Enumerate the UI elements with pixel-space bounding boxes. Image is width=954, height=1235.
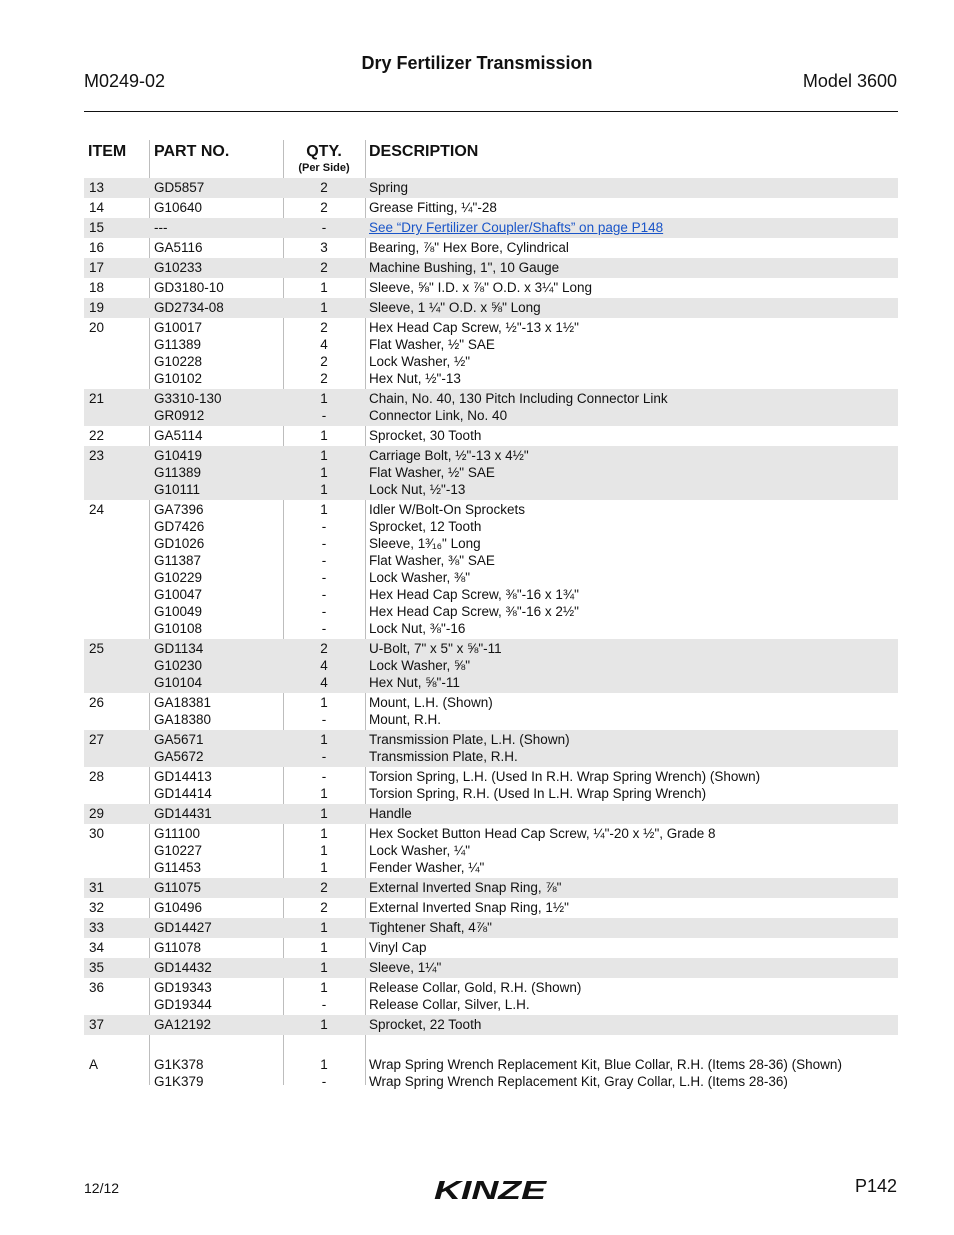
part-number: G10111 [154, 482, 201, 497]
column-header-description: DESCRIPTION [369, 143, 479, 160]
quantity: 3 [320, 240, 328, 255]
cross-reference-link[interactable]: See “Dry Fertilizer Coupler/Shafts” on page P148 [369, 220, 664, 235]
part-number: G11389 [154, 337, 202, 352]
description: Wrap Spring Wrench Replacement Kit, Gray Collar, L.H. (Items 28-36) [369, 1074, 788, 1089]
part-number: G3310-130 [154, 391, 222, 406]
part-number: G11453 [154, 860, 202, 875]
table-row [84, 178, 898, 198]
description-cell [369, 319, 579, 387]
column-header-item: ITEM [88, 143, 127, 160]
description-cell [369, 390, 668, 424]
part-number: G1K379 [154, 1074, 204, 1089]
description: Handle [369, 806, 412, 821]
table-row [84, 767, 898, 804]
description: U-Bolt, 7" x 5" x ⅝"-11 [369, 641, 502, 656]
part-number: GA12192 [154, 1017, 212, 1032]
item-number: 21 [89, 391, 105, 406]
quantity-cell [283, 731, 365, 765]
part-number: G10102 [154, 371, 203, 386]
quantity: 2 [320, 320, 328, 335]
item-number: 14 [89, 200, 105, 215]
item-number: 17 [89, 260, 105, 275]
quantity: 1 [320, 280, 328, 295]
item-number: 16 [89, 240, 105, 255]
item-number: 36 [89, 980, 105, 995]
description: Sprocket, 12 Tooth [369, 519, 482, 534]
part-number: GD14431 [154, 806, 212, 821]
part-number: G11389 [154, 465, 202, 480]
quantity-cell [283, 1056, 365, 1090]
description-cell [369, 879, 561, 896]
description: Fender Washer, ¼" [369, 860, 485, 875]
description-cell [369, 219, 663, 236]
item-number: 34 [89, 940, 105, 955]
quantity: 1 [320, 482, 328, 497]
quantity: - [321, 621, 327, 636]
quantity-cell [283, 939, 365, 956]
part-number-cell [154, 825, 202, 876]
description: Transmission Plate, R.H. [369, 749, 518, 764]
description: Hex Head Cap Screw, ⅜"-16 x 2½" [369, 604, 579, 619]
description-cell [369, 447, 529, 498]
part-number: G10108 [154, 621, 203, 636]
quantity-cell [283, 427, 365, 444]
quantity-cell [283, 179, 365, 196]
quantity: 1 [320, 806, 328, 821]
table-row [84, 426, 898, 446]
quantity: - [321, 220, 327, 235]
description: Hex Nut, ⅝"-11 [369, 675, 460, 690]
table-row [84, 918, 898, 938]
item-number: 24 [89, 502, 105, 517]
description-cell [369, 239, 569, 256]
table-row [84, 446, 898, 500]
quantity-cell [283, 239, 365, 256]
description: Machine Bushing, 1", 10 Gauge [369, 260, 560, 275]
footer-date: 12/12 [84, 1180, 120, 1196]
part-number: GD14414 [154, 786, 212, 801]
description-cell [369, 694, 493, 728]
description: Lock Nut, ⅜"-16 [369, 621, 466, 636]
part-number: G10047 [154, 587, 203, 602]
quantity: 1 [320, 732, 328, 747]
description: Spring [369, 180, 409, 195]
part-number-cell [154, 879, 201, 896]
table-row [84, 878, 898, 898]
quantity: 1 [320, 960, 328, 975]
quantity-cell [283, 805, 365, 822]
description: Sprocket, 22 Tooth [369, 1017, 482, 1032]
description-cell [369, 768, 760, 802]
part-number: GD3180-10 [154, 280, 224, 295]
description: Connector Link, No. 40 [369, 408, 508, 423]
table-row [84, 824, 898, 878]
table-row [84, 318, 898, 389]
part-number: G10017 [154, 320, 203, 335]
quantity: 2 [320, 354, 328, 369]
quantity-cell [283, 694, 365, 728]
quantity-cell [283, 1016, 365, 1033]
quantity: 1 [320, 391, 328, 406]
part-number: G10419 [154, 448, 203, 463]
description: Lock Washer, ¼" [369, 843, 471, 858]
description: Lock Washer, ⅜" [369, 570, 471, 585]
description: Lock Washer, ⅝" [369, 658, 471, 673]
part-number: GD14427 [154, 920, 212, 935]
quantity: 1 [320, 786, 328, 801]
item-number: 37 [89, 1017, 105, 1032]
item-number: 32 [89, 900, 105, 915]
description: Sleeve, ⅝" I.D. x ⅞" O.D. x 3¼" Long [369, 280, 592, 295]
quantity-cell [283, 219, 365, 236]
quantity: 1 [320, 860, 328, 875]
quantity: 2 [320, 880, 328, 895]
description: Flat Washer, ⅜" SAE [369, 553, 495, 568]
quantity: 1 [320, 940, 328, 955]
quantity: 2 [320, 180, 328, 195]
description: Flat Washer, ½" SAE [369, 465, 495, 480]
part-number-cell [154, 299, 224, 316]
item-number: A [89, 1057, 99, 1072]
item-number: 33 [89, 920, 105, 935]
quantity-cell [283, 825, 365, 876]
table-row [84, 238, 898, 258]
table-row [84, 898, 898, 918]
quantity: - [321, 749, 327, 764]
table-row [84, 278, 898, 298]
description: Chain, No. 40, 130 Pitch Including Connector Link [369, 391, 668, 406]
quantity: 1 [320, 695, 328, 710]
quantity: 1 [320, 448, 328, 463]
part-number-cell [154, 731, 204, 765]
table-row [84, 639, 898, 693]
part-number: G11078 [154, 940, 202, 955]
description: Hex Socket Button Head Cap Screw, ¼"-20 x ½", Grade 8 [369, 826, 716, 841]
description: Transmission Plate, L.H. (Shown) [369, 732, 570, 747]
quantity: - [321, 570, 327, 585]
item-number: 22 [89, 428, 105, 443]
part-number-cell [154, 447, 202, 498]
part-number: GA5116 [154, 240, 203, 255]
description: Mount, L.H. (Shown) [369, 695, 493, 710]
description: Sleeve, 1 ¼" O.D. x ⅝" Long [369, 300, 541, 315]
item-number: 35 [89, 960, 105, 975]
part-number: G10229 [154, 570, 203, 585]
part-number: GD19344 [154, 997, 212, 1012]
part-number: GA5672 [154, 749, 204, 764]
quantity-cell [283, 199, 365, 216]
part-number: G10496 [154, 900, 203, 915]
quantity: 1 [320, 502, 328, 517]
quantity-cell [283, 299, 365, 316]
part-number: G10049 [154, 604, 203, 619]
quantity: - [321, 712, 327, 727]
quantity: 1 [320, 300, 328, 315]
description: Sleeve, 1³⁄₁₆" Long [369, 536, 481, 551]
quantity: 2 [320, 260, 328, 275]
item-number: 29 [89, 806, 105, 821]
part-number: G10227 [154, 843, 203, 858]
description: Torsion Spring, R.H. (Used In L.H. Wrap Spring Wrench) [369, 786, 707, 801]
part-number: G10104 [154, 675, 203, 690]
quantity-cell [283, 879, 365, 896]
quantity-cell [283, 899, 365, 916]
item-number: 15 [89, 220, 105, 235]
table-row [84, 693, 898, 730]
part-number-cell [154, 501, 204, 637]
part-number-cell [154, 279, 224, 296]
part-number: GD14432 [154, 960, 212, 975]
quantity-cell [283, 390, 365, 424]
description: Bearing, ⅞" Hex Bore, Cylindrical [369, 240, 569, 255]
quantity-cell [283, 319, 365, 387]
description: Vinyl Cap [369, 940, 427, 955]
part-number-cell [154, 427, 203, 444]
quantity: - [321, 519, 327, 534]
description: Wrap Spring Wrench Replacement Kit, Blue Collar, R.H. (Items 28-36) (Shown) [369, 1057, 842, 1072]
description: Hex Head Cap Screw, ½"-13 x 1½" [369, 320, 579, 335]
description-cell [369, 299, 541, 316]
part-number-cell [154, 199, 202, 216]
table-row [84, 389, 898, 426]
quantity: - [321, 604, 327, 619]
part-number: G11075 [154, 880, 202, 895]
description-cell [369, 501, 579, 637]
description: Idler W/Bolt-On Sprockets [369, 502, 526, 517]
description-cell [369, 919, 492, 936]
description: Flat Washer, ½" SAE [369, 337, 495, 352]
quantity-cell [283, 447, 365, 498]
quantity: - [321, 997, 327, 1012]
table-row [84, 298, 898, 318]
quantity: 4 [320, 337, 328, 352]
quantity-cell [283, 640, 365, 691]
quantity-cell [283, 279, 365, 296]
quantity: 2 [320, 641, 328, 656]
part-number-cell [154, 939, 201, 956]
part-number-cell [154, 640, 203, 691]
quantity: 1 [320, 428, 328, 443]
part-number-cell [154, 1056, 204, 1090]
description: Tightener Shaft, 4⅞" [369, 920, 492, 935]
quantity: 2 [320, 900, 328, 915]
part-number-cell [154, 219, 168, 236]
part-number: GA18380 [154, 712, 212, 727]
description-cell [369, 640, 502, 691]
item-number: 31 [89, 880, 105, 895]
table-spacer [84, 1035, 898, 1055]
item-number: 28 [89, 769, 105, 784]
table-row [84, 938, 898, 958]
document-number: M0249-02 [84, 71, 166, 91]
part-number: G10640 [154, 200, 203, 215]
description-cell [369, 825, 716, 876]
table-row [84, 978, 898, 1015]
part-number: GA18381 [154, 695, 212, 710]
description-cell [369, 939, 427, 956]
part-number-cell [154, 805, 212, 822]
table-row [84, 1015, 898, 1035]
description-cell [369, 979, 581, 1013]
part-number: GA7396 [154, 502, 204, 517]
quantity: 2 [320, 200, 328, 215]
part-number: G11387 [154, 553, 202, 568]
header-rule [84, 111, 898, 112]
quantity: 1 [320, 1017, 328, 1032]
part-number-cell [154, 919, 212, 936]
table-row [84, 804, 898, 824]
parts-table [84, 178, 898, 1092]
description-cell [369, 731, 570, 765]
part-number: GD14413 [154, 769, 212, 784]
part-number-cell [154, 768, 212, 802]
quantity: - [321, 587, 327, 602]
part-number-cell [154, 319, 202, 387]
page-number: P142 [854, 1176, 897, 1196]
part-number-cell [154, 959, 212, 976]
quantity: - [321, 408, 327, 423]
quantity: 1 [320, 920, 328, 935]
quantity-cell [283, 919, 365, 936]
column-header-qty: QTY. [306, 143, 342, 160]
quantity: - [321, 769, 327, 784]
part-number-cell [154, 259, 202, 276]
description-cell [369, 179, 408, 196]
part-number: GA5114 [154, 428, 203, 443]
item-number: 23 [89, 448, 105, 463]
item-number: 26 [89, 695, 105, 710]
quantity: 1 [320, 1057, 328, 1072]
part-number-cell [154, 1016, 211, 1033]
item-number: 18 [89, 280, 105, 295]
quantity-cell [283, 501, 365, 637]
description: Release Collar, Silver, L.H. [369, 997, 530, 1012]
part-number: G10228 [154, 354, 203, 369]
description: Release Collar, Gold, R.H. (Shown) [369, 980, 582, 995]
quantity-cell [283, 959, 365, 976]
quantity: 4 [320, 675, 328, 690]
description: Hex Nut, ½"-13 [369, 371, 461, 386]
quantity: 1 [320, 980, 328, 995]
description: Torsion Spring, L.H. (Used In R.H. Wrap Spring Wrench) (Shown) [369, 769, 761, 784]
part-number: G10230 [154, 658, 203, 673]
description-cell [369, 259, 559, 276]
quantity-cell [283, 259, 365, 276]
part-number: GD19343 [154, 980, 212, 995]
part-number-cell [154, 179, 204, 196]
description-cell [369, 899, 569, 916]
part-number: G11100 [154, 826, 201, 841]
quantity-cell [283, 979, 365, 1013]
description-cell [369, 959, 441, 976]
quantity-cell [283, 768, 365, 802]
description: Grease Fitting, ¼"-28 [369, 200, 497, 215]
kinze-logo [432, 1176, 550, 1204]
part-number-cell [154, 899, 202, 916]
part-number: GD1134 [154, 641, 204, 656]
description: Sprocket, 30 Tooth [369, 428, 482, 443]
item-number: 30 [89, 826, 105, 841]
quantity: - [321, 536, 327, 551]
table-row [84, 1055, 898, 1092]
description: External Inverted Snap Ring, ⅞" [369, 880, 562, 895]
quantity: 1 [320, 465, 328, 480]
description: External Inverted Snap Ring, 1½" [369, 900, 569, 915]
part-number: G10233 [154, 260, 203, 275]
column-header-qty-sub: (Per Side) [298, 162, 350, 174]
part-number: GD5857 [154, 180, 205, 195]
logo-text: KINZE [434, 1176, 547, 1204]
table-row [84, 500, 898, 639]
description-cell [369, 279, 592, 296]
part-number-cell [154, 979, 212, 1013]
description-cell [369, 1016, 481, 1033]
table-row [84, 730, 898, 767]
part-number: G1K378 [154, 1057, 204, 1072]
part-number: GD7426 [154, 519, 205, 534]
item-number: 19 [89, 300, 105, 315]
table-row [84, 258, 898, 278]
description: Lock Washer, ½" [369, 354, 471, 369]
quantity: - [321, 1074, 327, 1089]
part-number-cell [154, 694, 211, 728]
item-number: 13 [89, 180, 105, 195]
description-cell [369, 199, 497, 216]
table-row [84, 958, 898, 978]
part-number: --- [154, 220, 168, 235]
part-number: GR0912 [154, 408, 205, 423]
item-number: 25 [89, 641, 105, 656]
quantity: 1 [320, 826, 328, 841]
model-name: Model 3600 [802, 71, 897, 91]
description: Hex Head Cap Screw, ⅜"-16 x 1¾" [369, 587, 579, 602]
page-title: Dry Fertilizer Transmission [361, 53, 593, 73]
part-number: GA5671 [154, 732, 204, 747]
table-row [84, 198, 898, 218]
quantity: - [321, 553, 327, 568]
description-cell [369, 1056, 842, 1090]
part-number: GD2734-08 [154, 300, 224, 315]
quantity: 4 [320, 658, 328, 673]
table-row [84, 218, 898, 238]
quantity: 2 [320, 371, 328, 386]
quantity: 1 [320, 843, 328, 858]
description: Lock Nut, ½"-13 [369, 482, 466, 497]
part-number: GD1026 [154, 536, 205, 551]
column-header-part: PART NO. [154, 143, 230, 160]
description: Sleeve, 1¼" [369, 960, 442, 975]
item-number: 27 [89, 732, 105, 747]
description-cell [369, 805, 412, 822]
description: Mount, R.H. [369, 712, 442, 727]
part-number-cell [154, 239, 203, 256]
description: Carriage Bolt, ½"-13 x 4½" [369, 448, 529, 463]
part-number-cell [154, 390, 222, 424]
item-number: 20 [89, 320, 105, 335]
description-cell [369, 427, 481, 444]
